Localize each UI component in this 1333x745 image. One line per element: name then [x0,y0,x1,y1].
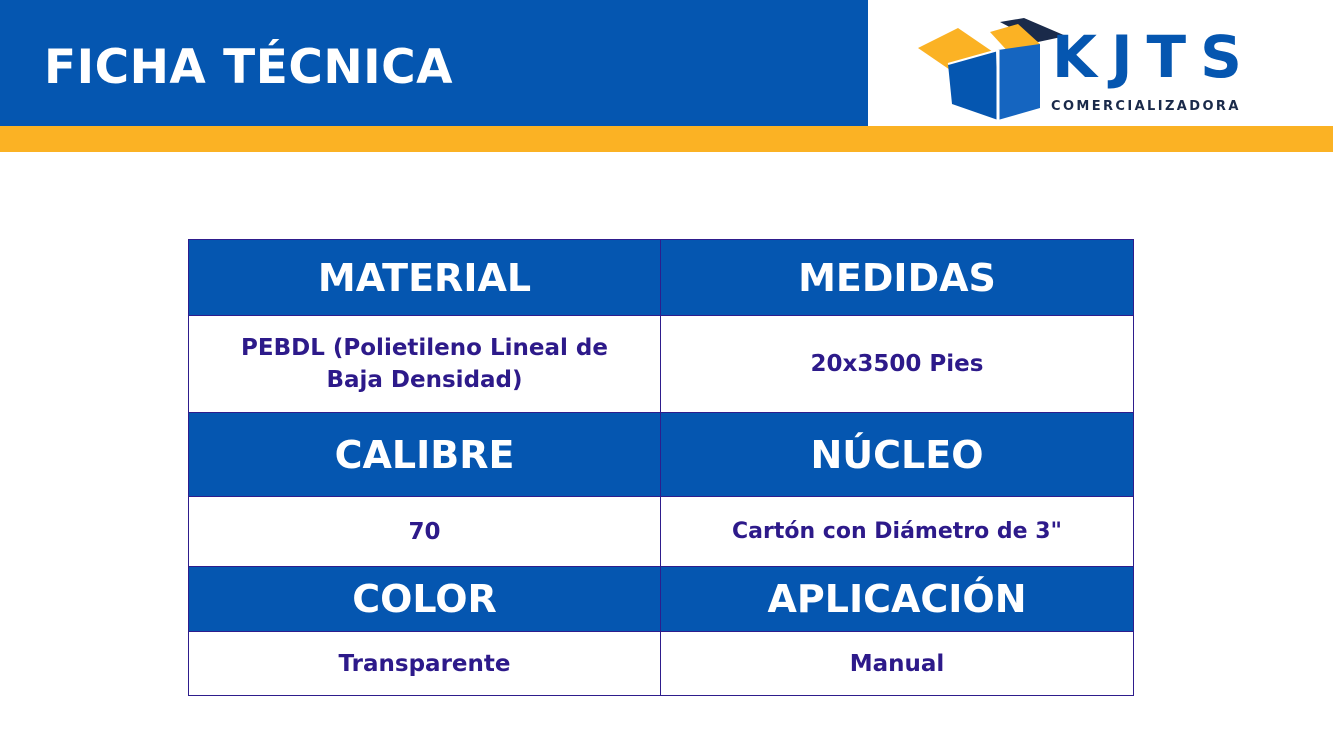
table-header-row [189,567,1134,632]
table-value-row [189,316,1134,413]
spec-table [188,239,1134,696]
value-nucleo: Cartón con Diámetro de 3" [661,497,1134,567]
value-material-text: PEBDL (Polietileno Lineal de Baja Densidad) [241,335,608,393]
page-title: FICHA TÉCNICA [44,40,454,95]
header-aplicacion: APLICACIÓN [661,567,1134,632]
logo-subtitle: COMERCIALIZADORA [1051,99,1241,114]
table-header-row [189,413,1134,497]
table-header-row [189,240,1134,316]
kjts-logo [910,14,1270,124]
header-color: COLOR [189,567,661,632]
table-value-row [189,497,1134,567]
value-aplicacion: Manual [661,632,1134,696]
accent-stripe [0,126,1333,152]
logo-letters: KJTS [1052,23,1256,91]
header-nucleo: NÚCLEO [661,413,1134,497]
value-color: Transparente [189,632,661,696]
header-calibre: CALIBRE [189,413,661,497]
box-logo-icon [918,16,1068,126]
value-medidas: 20x3500 Pies [661,316,1134,413]
header-bar [0,0,868,126]
header-medidas: MEDIDAS [661,240,1134,316]
header-material: MATERIAL [189,240,661,316]
value-material [189,316,661,413]
value-calibre: 70 [189,497,661,567]
table-value-row [189,632,1134,696]
